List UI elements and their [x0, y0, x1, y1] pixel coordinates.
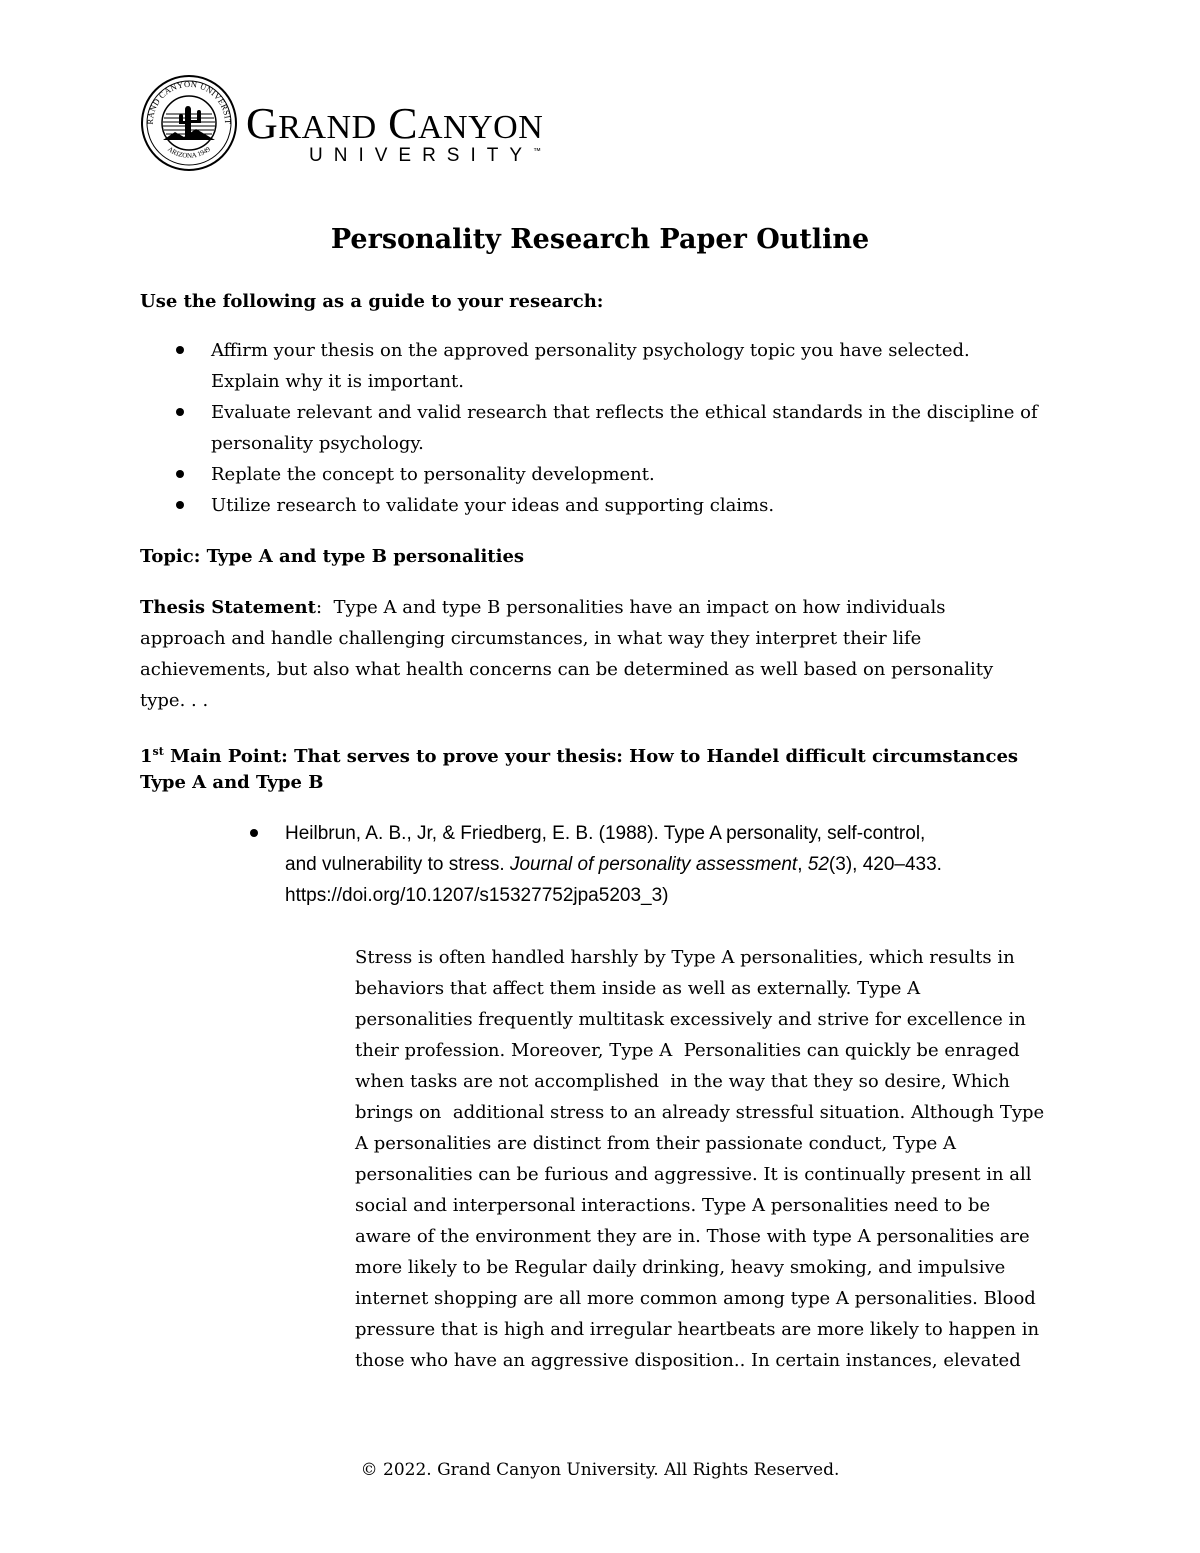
citation-line-1: Heilbrun, A. B., Jr, & Friedberg, E. B. (1988). Type A personality, self-control,: [285, 823, 926, 844]
citation-line-2-pre: and vulnerability to stress.: [285, 854, 510, 875]
copyright-footer: © 2022. Grand Canyon University. All Rights Reserved.: [360, 1460, 840, 1480]
paragraph-line: aware of the environment they are in. Those with type A personalities are: [355, 1226, 1030, 1247]
logo-word-c: C: [388, 99, 418, 148]
bullet-icon: [176, 470, 184, 478]
logo-trademark: ™: [533, 146, 542, 156]
bullet-3-line-1: Replate the concept to personality development.: [211, 464, 655, 485]
logo-subtitle: [309, 146, 541, 165]
thesis-label: Thesis Statement: [140, 597, 316, 618]
bullet-icon: [250, 829, 258, 837]
logo-wordmark: [246, 99, 544, 148]
citation-doi-link[interactable]: https://doi.org/10.1207/s15327752jpa5203_3): [285, 885, 669, 906]
bullet-icon: [176, 501, 184, 509]
citation-line-2: [285, 849, 942, 880]
paragraph-line: behaviors that affect them inside as well as externally. Type A: [355, 978, 921, 999]
logo-word-rand: RAND: [278, 109, 377, 146]
thesis-colon: :: [315, 597, 323, 618]
logo-word-g: G: [246, 99, 279, 148]
thesis-line-2: approach and handle challenging circumstances, in what way they interpret their life: [140, 628, 922, 649]
page-title: Personality Research Paper Outline: [330, 224, 870, 255]
paragraph-line: social and interpersonal interactions. Type A personalities need to be: [355, 1195, 991, 1216]
main-point-ordinal: 1: [140, 746, 153, 767]
bullet-icon: [176, 408, 184, 416]
citation-journal: Journal of personality assessment: [509, 854, 798, 875]
paragraph-line: personalities can be furious and aggressive. It is continually present in all: [355, 1164, 1032, 1185]
thesis-line-1-text: Type A and type B personalities have an impact on how individuals: [322, 597, 946, 618]
bullet-1-line-2: Explain why it is important.: [211, 371, 464, 392]
bullet-2-line-2: personality psychology.: [211, 433, 424, 454]
bullet-icon: [176, 346, 184, 354]
paragraph-line: those who have an aggressive disposition.. In certain instances, elevated: [355, 1350, 1021, 1371]
paragraph-line: more likely to be Regular daily drinking, heavy smoking, and impulsive: [355, 1257, 1006, 1278]
bullet-4-line-1: Utilize research to validate your ideas and supporting claims.: [211, 495, 775, 516]
paragraph-line: brings on additional stress to an already stressful situation. Although Type: [355, 1102, 1045, 1123]
paragraph-line: their profession. Moreover, Type A Personalities can quickly be enraged: [355, 1040, 1020, 1061]
thesis-line-3: achievements, but also what health concerns can be determined as well based on personality: [140, 659, 994, 680]
paragraph-line: pressure that is high and irregular heartbeats are more likely to happen in: [355, 1319, 1040, 1340]
bullet-2-line-1: Evaluate relevant and valid research that reflects the ethical standards in the discipline of: [211, 402, 1038, 423]
paragraph-line: personalities frequently multitask excessively and strive for excellence in: [355, 1009, 1026, 1030]
seal-bottom-text: ARIZONA 1949: [166, 145, 212, 160]
paragraph-line: internet shopping are all more common among type A personalities. Blood: [355, 1288, 1036, 1309]
main-point-line-2: Type A and Type B: [140, 772, 324, 793]
citation-comma: ,: [797, 854, 808, 875]
body-paragraph: [355, 942, 1044, 1376]
logo-university: UNIVERSITY: [309, 145, 534, 166]
main-point-ordinal-sup: st: [152, 745, 164, 758]
university-seal-icon: [140, 74, 238, 172]
svg-text:ARIZONA 1949: [166, 145, 212, 160]
thesis-line-4: type. . .: [140, 690, 209, 711]
citation-line-2-post: (3), 420–433.: [828, 854, 942, 875]
seal-ring-text: RAND CANYON UNIVERSIT: [144, 78, 234, 125]
logo-word-anyon: ANYON: [417, 109, 544, 146]
main-point-line-1-text: Main Point: That serves to prove your thesis: How to Handel difficult circumstances: [163, 746, 1019, 767]
paragraph-line: Stress is often handled harshly by Type A personalities, which results in: [355, 947, 1015, 968]
thesis-line-1: [140, 592, 946, 623]
topic-heading: Topic: Type A and type B personalities: [140, 546, 525, 567]
guide-heading: Use the following as a guide to your research:: [140, 291, 604, 312]
paragraph-line: A personalities are distinct from their passionate conduct, Type A: [355, 1133, 957, 1154]
paragraph-line: when tasks are not accomplished in the way that they so desire, Which: [355, 1071, 1010, 1092]
bullet-1-line-1: Affirm your thesis on the approved personality psychology topic you have selected.: [211, 340, 970, 361]
citation-volume: 52: [807, 854, 829, 875]
